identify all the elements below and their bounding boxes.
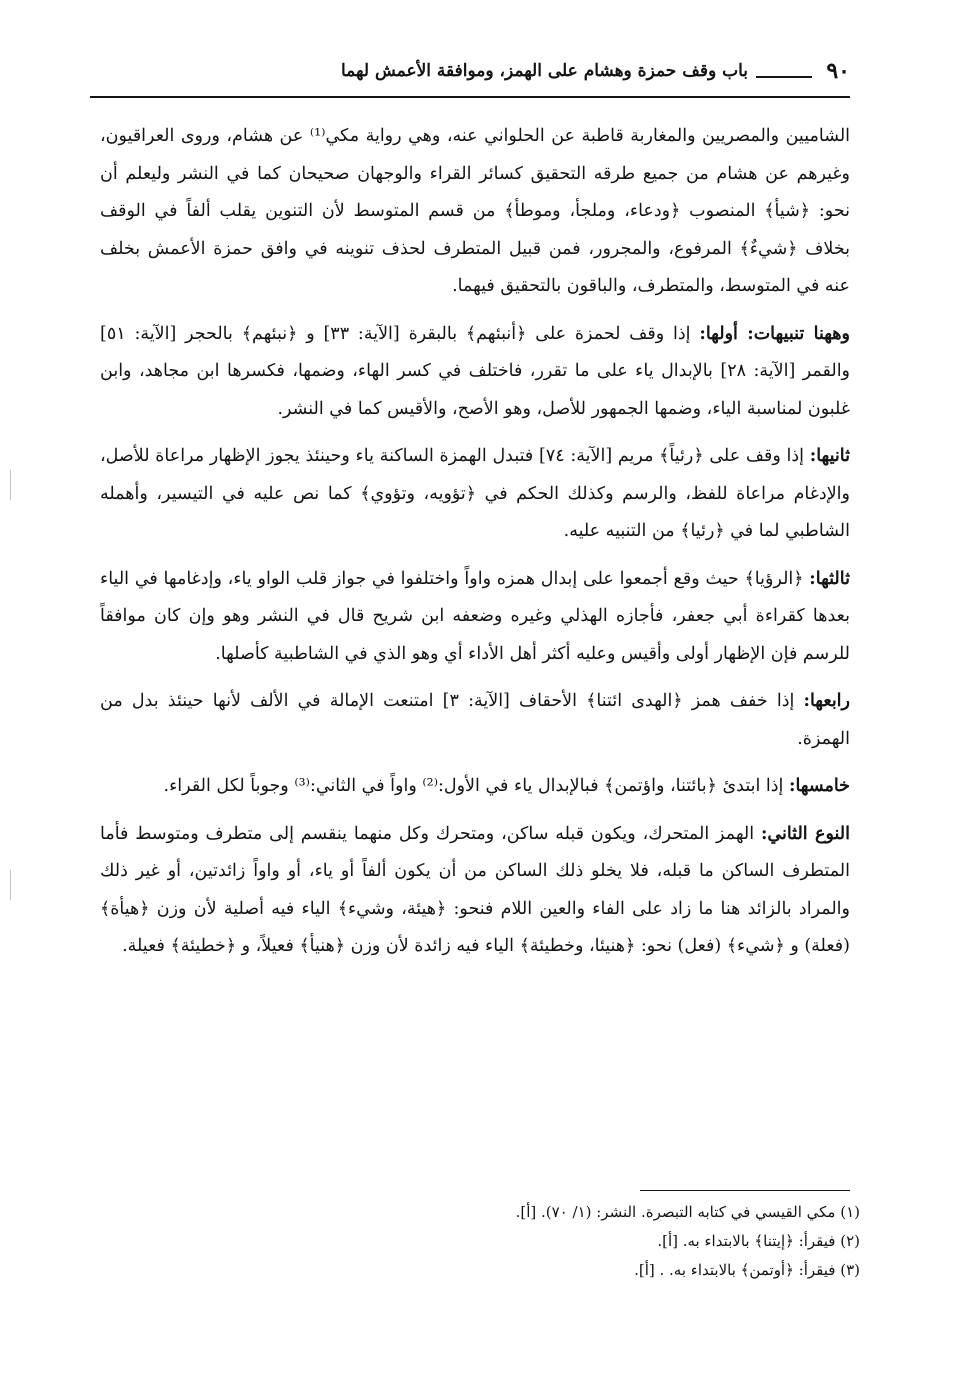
paragraph-lead: وههنا تنبيهات: أولها: [699, 323, 850, 344]
scan-margin-mark [10, 870, 11, 900]
paragraph-1 [100, 118, 850, 306]
header-dash [756, 76, 812, 78]
paragraph-lead: ثالثها: [809, 568, 850, 589]
paragraph-body: الشاميين والمصريين والمغاربة قاطبة عن الحلواني عنه، وهي رواية مكي⁽¹⁾ عن هشام، وروى العراقيون، وغيرهم عن هشام من جميع طرقه التحقيق كسائر القراء والوجهان صحيحان كما في النشر وليعلم أن نحو: ﴿شيأ﴾ المنصوب ﴿ودعاء، وملجأ، وموطأ﴾ من قسم المتوسط لأن التنوين يقلب ألفاً في الوقف بخلاف ﴿شيءٌ﴾ المرفوع، والمجرور، فمن قبيل المتطرف لحذف تنوينه في وافق حمزة الأعمش بخلف عنه في المتوسط، والمتطرف، والباقون بالتحقيق فيهما. [100, 126, 851, 296]
paragraph-lead: خامسها: [789, 776, 850, 796]
paragraph-body: إذا ابتدئ ﴿بائتنا، واؤتمن﴾ فبالإبدال ياء في الأول:⁽²⁾ واواً في الثاني:⁽³⁾ وجوباً لكل القراء. [163, 776, 784, 796]
paragraph-body: إذا خفف همز ﴿الهدى ائتنا﴾ الأحقاف [الآية: ٣] امتنعت الإمالة في الألف لأنها حينئذ بدل من الهمزة. [100, 691, 850, 749]
paragraph-note-4 [100, 683, 850, 758]
paragraph-body: إذا وقف على ﴿رئياً﴾ مريم [الآية: ٧٤] فتبدل الهمزة الساكنة ياء وحينئذ يجوز الإظهار مراعاة للأصل، والإدغام مراعاة للفظ، والرسم وكذلك الحكم في ﴿تؤويه، وتؤوي﴾ كما نص عليه في التيسير، وأهمله الشاطبي لما في ﴿رئيا﴾ من التنبيه عليه. [100, 446, 850, 541]
footnote-3: (٣) فيقرأ: ﴿أوتمن﴾ بالابتداء به. . [أ]. [634, 1261, 860, 1279]
footnotes [300, 1198, 860, 1285]
main-text [100, 118, 850, 976]
paragraph-note-2 [100, 438, 850, 551]
paragraph-note-3 [100, 561, 850, 674]
running-header [90, 58, 850, 98]
footnote-2: (٢) فيقرأ: ﴿إيتنا﴾ بالابتداء به. [أ]. [657, 1232, 860, 1250]
paragraph-lead: النوع الثاني: [760, 823, 850, 844]
paragraph-body: ﴿الرؤيا﴾ حيث وقع أجمعوا على إبدال همزه واواً واختلفوا في جواز قلب الواو ياء، وإدغامها في الياء بعدها كقراءة أبي جعفر، فأجازه الهذلي وغيره وضعفه ابن شريح قال في النشر وهو وإن كان موافقاً للرسم فإن الإظهار أولى وأقيس وعليه أكثر أهل الأداء أي وهو الذي في الشاطبية كأصلها. [100, 568, 850, 664]
paragraph-section-2 [100, 816, 850, 966]
page-number: ٩٠ [826, 58, 850, 84]
paragraph-lead: ثانيها: [809, 446, 850, 466]
chapter-title: باب وقف حمزة وهشام على الهمز، وموافقة الأعمش لهما [341, 61, 748, 81]
paragraph-note-5 [100, 768, 850, 806]
paragraph-body: إذا وقف لحمزة على ﴿أنبئهم﴾ بالبقرة [الآية: ٣٣] و ﴿نبئهم﴾ بالحجر [الآية: ٥١] والقمر [الآية: ٢٨] بالإبدال ياء على ما تقرر، فاختلف في كسر الهاء، وضمها، فكسرها ابن مجاهد، وابن غلبون لمناسبة الياء، وضمها الجمهور للأصل، وهو الأصح، والأقيس كما في النشر. [100, 323, 851, 419]
scan-margin-mark [10, 470, 11, 500]
footnote-1: (١) مكي القيسي في كتابه التبصرة. النشر: (١/ ٧٠). [أ]. [515, 1203, 860, 1221]
paragraph-lead: رابعها: [803, 691, 850, 711]
paragraph-body: الهمز المتحرك، ويكون قبله ساكن، ومتحرك وكل منهما ينقسم إلى متطرف ومتوسط فأما المتطرف الساكن ما قبله، فلا يخلو ذلك الساكن من أن يكون ألفاً أو ياء، أو واواً زائدتين، أو غير ذلك والمراد بالزائد هنا ما زاد على الفاء والعين اللام فنحو: ﴿هيئة، وشيء﴾ الياء فيه أصلية لأن وزن ﴿هيأة﴾ (فعلة) و ﴿شيء﴾ (فعل) نحو: ﴿هنيئا، وخطيئة﴾ الياء فيه زائدة لأن وزن ﴿هنيأ﴾ فعيلاً، و ﴿خطيئة﴾ فعيلة. [100, 823, 850, 956]
footnote-rule [640, 1190, 850, 1191]
paragraph-note-1 [100, 316, 850, 429]
header-rule [90, 96, 850, 98]
